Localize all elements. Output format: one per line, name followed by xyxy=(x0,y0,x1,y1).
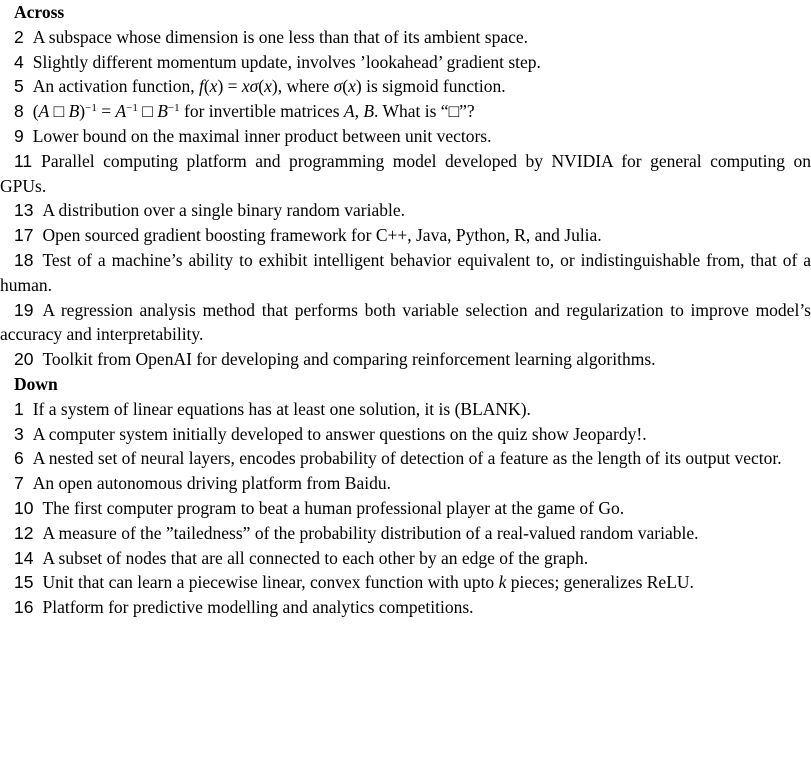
math-variable: x xyxy=(209,76,218,97)
clue-text: A regression analysis method that performs both variable selection and regularization to improve model’s accuracy and interpretability. xyxy=(0,299,811,345)
clue-across-8 xyxy=(0,99,811,124)
clue-across-19 xyxy=(0,298,811,348)
clue-text: An open autonomous driving platform from Baidu. xyxy=(32,473,391,494)
clue-down-16 xyxy=(0,595,811,620)
clue-number: 2 xyxy=(14,26,24,47)
clue-down-7 xyxy=(0,471,811,496)
clue-down-15 xyxy=(0,570,811,595)
math-symbol: ) xyxy=(355,76,362,97)
math-variable: A xyxy=(115,101,127,122)
clue-text: A nested set of neural layers, encodes probability of detection of a feature as the length of its output vector. xyxy=(32,448,782,469)
math-symbol: ) = xyxy=(217,76,242,97)
clue-number: 4 xyxy=(14,51,24,72)
math-variable: A xyxy=(343,101,355,122)
clue-across-2 xyxy=(0,25,811,50)
math-superscript: −1 xyxy=(167,102,180,115)
math-variable: B xyxy=(157,101,168,122)
clue-number: 10 xyxy=(14,497,34,518)
clue-across-17 xyxy=(0,223,811,248)
clue-down-12 xyxy=(0,521,811,546)
math-symbol: , xyxy=(354,101,364,122)
section-across xyxy=(0,0,811,372)
math-variable: xσ xyxy=(241,76,259,97)
clue-text: A subspace whose dimension is one less than that of its ambient space. xyxy=(32,26,528,47)
clue-text: Toolkit from OpenAI for developing and comparing reinforcement learning algorithms. xyxy=(42,349,656,370)
clue-across-18 xyxy=(0,248,811,298)
clue-text: The first computer program to beat a human professional player at the game of Go. xyxy=(42,497,625,518)
clue-number: 8 xyxy=(14,101,24,122)
math-variable: σ xyxy=(333,76,343,97)
clue-text: A distribution over a single binary random variable. xyxy=(42,200,406,221)
math-symbol: ( xyxy=(258,76,265,97)
math-variable: B xyxy=(363,101,375,122)
clue-down-14 xyxy=(0,546,811,571)
clue-number: 15 xyxy=(14,572,34,593)
clue-text: Platform for predictive modelling and analytics competitions. xyxy=(42,597,474,618)
clue-number: 17 xyxy=(14,225,34,246)
math-symbol: = xyxy=(96,101,116,122)
clue-down-1 xyxy=(0,397,811,422)
math-symbol: □ xyxy=(49,101,69,122)
math-variable: x xyxy=(348,76,356,97)
clue-number: 16 xyxy=(14,597,34,618)
clue-text: Parallel computing platform and programming model developed by NVIDIA for general computing on GPUs. xyxy=(0,150,811,196)
clue-down-6 xyxy=(0,446,811,471)
clue-number: 6 xyxy=(14,448,24,469)
clue-number: 9 xyxy=(14,125,24,146)
math-variable: A xyxy=(38,101,50,122)
clue-across-11 xyxy=(0,149,811,199)
clue-text: A measure of the ”tailedness” of the probability distribution of a real-valued random variable. xyxy=(42,522,699,543)
clue-number: 7 xyxy=(14,473,24,494)
clue-across-4 xyxy=(0,50,811,75)
clue-number: 12 xyxy=(14,522,34,543)
section-title-down: Down xyxy=(14,373,58,394)
clue-number: 20 xyxy=(14,349,34,370)
math-superscript: −1 xyxy=(85,102,97,115)
clue-across-20 xyxy=(0,347,811,372)
clue-number: 1 xyxy=(14,398,24,419)
clue-list-across xyxy=(0,25,811,372)
clue-number: 13 xyxy=(14,200,34,221)
clue-down-3 xyxy=(0,422,811,447)
math-variable: B xyxy=(68,101,80,122)
section-down xyxy=(0,372,811,620)
math-variable: x xyxy=(264,76,272,97)
clue-number: 19 xyxy=(14,299,34,320)
clue-across-13 xyxy=(0,198,811,223)
clue-text: Test of a machine’s ability to exhibit intelligent behavior equivalent to, or indistinguishable from, that of a human. xyxy=(0,249,811,295)
clue-text: A subset of nodes that are all connected to each other by an edge of the graph. xyxy=(42,547,589,568)
math-symbol: ( xyxy=(32,101,39,122)
math-symbol: ( xyxy=(203,76,210,97)
clue-text: If a system of linear equations has at least one solution, it is (BLANK). xyxy=(32,398,531,419)
clue-list-down xyxy=(0,397,811,620)
clue-text: Unit that can learn a piecewise linear, convex function with upto k pieces; generalizes ReLU. xyxy=(42,572,694,593)
clue-number: 14 xyxy=(14,547,34,568)
math-variable: f xyxy=(198,76,204,97)
clue-number: 5 xyxy=(14,76,24,97)
math-symbol: ( xyxy=(342,76,349,97)
clue-number: 18 xyxy=(14,249,34,270)
clue-across-5 xyxy=(0,74,811,99)
clue-text: Lower bound on the maximal inner product between unit vectors. xyxy=(32,125,492,146)
clue-number: 3 xyxy=(14,423,24,444)
math-variable: k xyxy=(498,572,507,593)
clue-text: A computer system initially developed to answer questions on the quiz show Jeopardy!. xyxy=(32,423,647,444)
clue-text: An activation function, f(x) = xσ(x), where σ(x) is sigmoid function. xyxy=(32,76,506,97)
section-title-across: Across xyxy=(14,2,65,22)
math-symbol: ) xyxy=(79,101,86,122)
clue-across-9 xyxy=(0,124,811,149)
clue-text: Open sourced gradient boosting framework for C++, Java, Python, R, and Julia. xyxy=(42,225,602,246)
math-symbol: ) xyxy=(271,76,278,97)
clue-number: 11 xyxy=(14,150,33,171)
clue-text: (A □ $B)^{-1} = A^{-1}$ □ $B^{-1}$ for invertible matrices A, B. What is “□”? xyxy=(32,101,475,122)
clue-down-10 xyxy=(0,496,811,521)
clue-text: Slightly different momentum update, involves ’lookahead’ gradient step. xyxy=(32,51,541,72)
math-symbol: □ xyxy=(137,101,158,122)
math-superscript: −1 xyxy=(126,102,138,115)
